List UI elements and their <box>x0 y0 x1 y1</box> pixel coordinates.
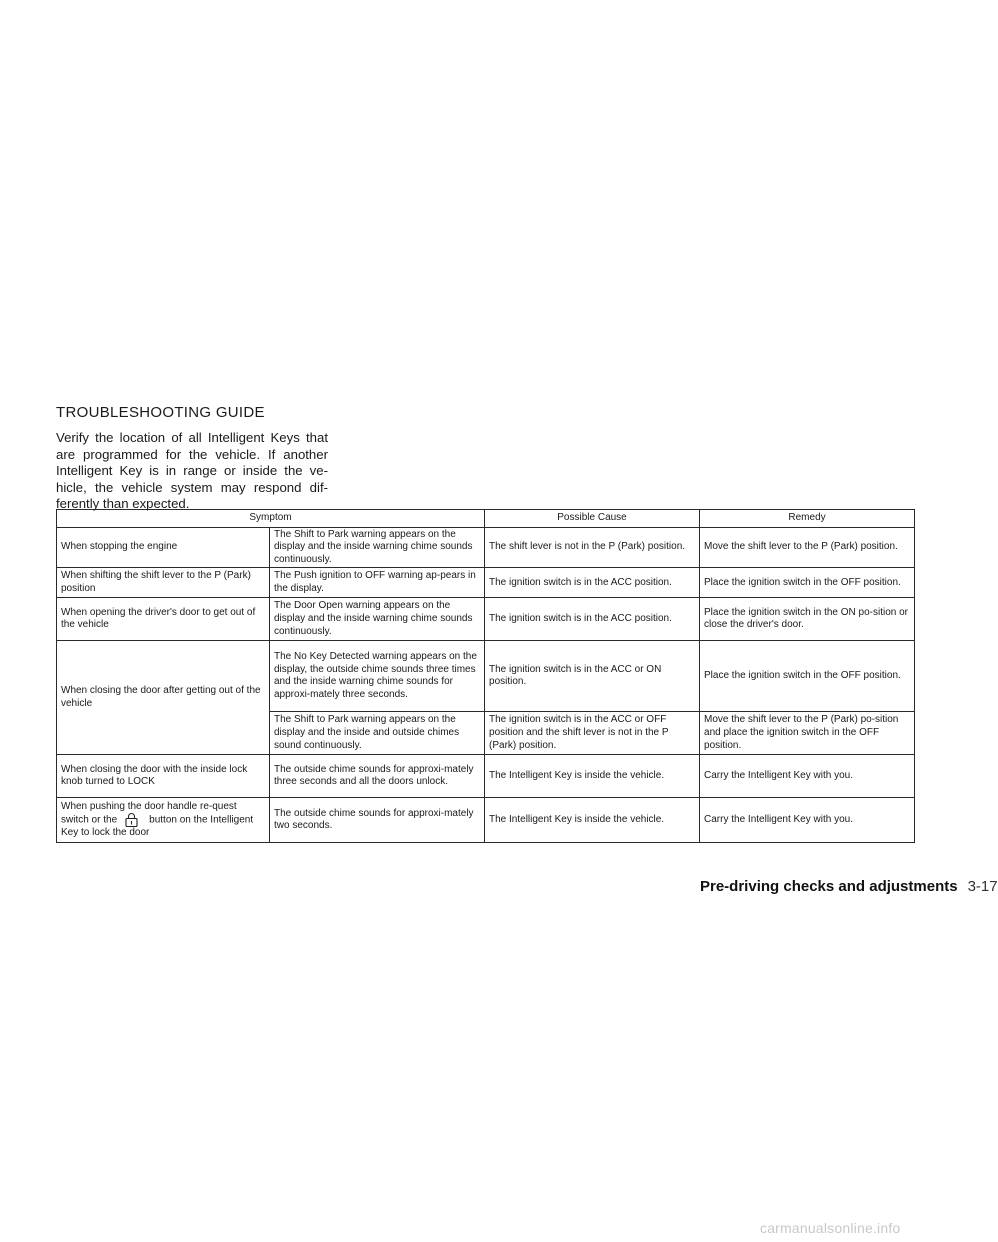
footer-section-name: Pre-driving checks and adjustments <box>700 878 958 895</box>
section-title: TROUBLESHOOTING GUIDE <box>56 404 265 421</box>
page-number: 3-17 <box>967 878 998 895</box>
page-footer <box>700 878 998 895</box>
condition-cell: The Shift to Park warning appears on the display and the inside warning chime sounds continuously. <box>270 527 485 568</box>
remedy-cell: Move the shift lever to the P (Park) position. <box>700 527 915 568</box>
symptom-cell: When stopping the engine <box>57 527 270 568</box>
symptom-cell: When closing the door after getting out of the vehicle <box>57 641 270 755</box>
table-row <box>57 755 915 798</box>
condition-cell: The Shift to Park warning appears on the display and the inside and outside chimes sound continuously. <box>270 712 485 755</box>
symptom-text-before-icon: When pushing the door handle re-quest switch or the <box>61 800 237 826</box>
remedy-cell: Carry the Intelligent Key with you. <box>700 798 915 843</box>
symptom-cell <box>57 798 270 843</box>
cause-cell: The Intelligent Key is inside the vehicle. <box>485 755 700 798</box>
symptom-text-after-icon: button on the Intelligent Key to lock the door <box>61 814 254 839</box>
remedy-cell: Place the ignition switch in the OFF position. <box>700 568 915 598</box>
cause-cell: The Intelligent Key is inside the vehicle. <box>485 798 700 843</box>
remedy-cell: Place the ignition switch in the ON po-sition or close the driver's door. <box>700 598 915 641</box>
condition-cell: The Push ignition to OFF warning ap-pears in the display. <box>270 568 485 598</box>
symptom-cell: When closing the door with the inside lock knob turned to LOCK <box>57 755 270 798</box>
table-row <box>57 798 915 843</box>
watermark: carmanualsonline.info <box>760 1220 901 1236</box>
remedy-cell: Carry the Intelligent Key with you. <box>700 755 915 798</box>
intro-paragraph: Verify the location of all Intelligent Keys that are programmed for the vehicle. If another Intelligent Key is in range or inside the ve-hicle, the vehicle system may respond dif-ferently than expected. <box>56 430 328 511</box>
header-symptom: Symptom <box>57 510 485 528</box>
remedy-cell: Place the ignition switch in the OFF position. <box>700 641 915 712</box>
header-possible-cause: Possible Cause <box>485 510 700 528</box>
cause-cell: The ignition switch is in the ACC position. <box>485 568 700 598</box>
cause-cell: The shift lever is not in the P (Park) position. <box>485 527 700 568</box>
condition-cell: The outside chime sounds for approxi-mately two seconds. <box>270 798 485 843</box>
troubleshooting-table <box>56 509 915 843</box>
cause-cell: The ignition switch is in the ACC or ON position. <box>485 641 700 712</box>
table-header-row <box>57 510 915 528</box>
symptom-cell: When shifting the shift lever to the P (Park) position <box>57 568 270 598</box>
condition-cell: The No Key Detected warning appears on the display, the outside chime sounds three times and the inside warning chime sounds for approxi-mately three seconds. <box>270 641 485 712</box>
table-row <box>57 598 915 641</box>
cause-cell: The ignition switch is in the ACC position. <box>485 598 700 641</box>
condition-cell: The outside chime sounds for approxi-mately three seconds and all the doors unlock. <box>270 755 485 798</box>
lock-icon <box>121 813 143 827</box>
remedy-cell: Move the shift lever to the P (Park) po-sition and place the ignition switch in the OFF position. <box>700 712 915 755</box>
table-row <box>57 568 915 598</box>
condition-cell: The Door Open warning appears on the display and the inside warning chime sounds continuously. <box>270 598 485 641</box>
table-row <box>57 641 915 712</box>
header-remedy: Remedy <box>700 510 915 528</box>
cause-cell: The ignition switch is in the ACC or OFF position and the shift lever is not in the P (Park) position. <box>485 712 700 755</box>
table-row <box>57 527 915 568</box>
symptom-cell: When opening the driver's door to get out of the vehicle <box>57 598 270 641</box>
